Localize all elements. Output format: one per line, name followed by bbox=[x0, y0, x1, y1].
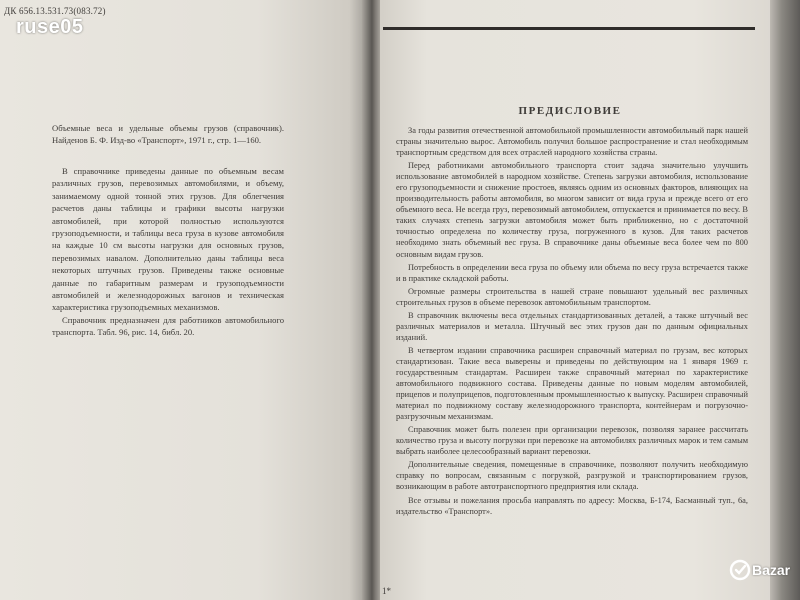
preface-heading: ПРЕДИСЛОВИЕ bbox=[518, 105, 622, 117]
annotation-block bbox=[52, 165, 284, 339]
bazar-watermark bbox=[728, 556, 798, 596]
page-number: 1* bbox=[382, 586, 391, 596]
bazar-logo-text: Bazar bbox=[752, 562, 791, 578]
preface-paragraph: В четвертом издании справочника расширен справочный материал по грузам, вес которых стандартизован. Такие веса выверены и приведены по действующим на 1 января 1969 г. государственным стандартам. Расширен также справочный материал по характеристике автомобильного подвижного состава. Приведены данные по новым моделям автомобилей, прицепов и полуприцепов, подготовленным промышленностью к выпуску. Расширен справочный материал по подвижному составу железнодорожного транспорта, контейнерам и погрузочно-разгрузочным механизмам. bbox=[396, 345, 748, 422]
header-rule bbox=[383, 27, 755, 30]
preface-body bbox=[396, 125, 748, 519]
site-watermark-logo: ruse05 bbox=[16, 16, 84, 38]
preface-paragraph: В справочник включены веса отдельных стандартизованных деталей, а также штучный вес различных материалов и металла. Штучный вес этих грузов дан по данным официальных изданий. bbox=[396, 310, 748, 342]
preface-paragraph: Справочник может быть полезен при организации перевозок, позволяя заранее рассчитать количество груза и высоту погрузки при перевозке на автомобилях различных марок и тем самым выбрать наиболее целесообразный вариант перевозки. bbox=[396, 425, 748, 457]
page-edge-shadow bbox=[770, 0, 800, 600]
udk-code: ДК 656.13.531.73(083.72) bbox=[4, 6, 106, 16]
bibliographic-entry: Объемные веса и удельные объемы грузов (справочник). Найденов Б. Ф. Изд-во «Транспорт», 1971 г., стр. 1—160. bbox=[52, 123, 284, 146]
annotation-paragraph: Справочник предназначен для работников автомобильного транспорта. Табл. 96, рис. 14, библ. 20. bbox=[52, 314, 284, 338]
preface-paragraph: За годы развития отечественной автомобильной промышленности автомобильный парк нашей страны значительно вырос. Автомобиль получил большое распространение и стал необходимым транспортным средством для всех отраслей народного хозяйства страны. bbox=[396, 126, 748, 158]
annotation-paragraph: В справочнике приведены данные по объемным весам различных грузов, перевозимых автомобилями, и объему, занимаемому одной тонной этих грузов. Для облегчения расчетов даны таблицы и графики высоты нагрузки автомобилей, при которой полностью используются грузоподъемности, и таблицы веса груза в кузове автомобиля на каждые 10 см высоты нагрузки для основных грузов, перевозимых навалом. Дополнительно даны таблицы веса некоторых штучных грузов. Приведены также основные данные по габаритным размерам и грузоподъемности автомобилей и железнодорожных вагонов и техническая характеристика грузоподъемных механизмов. bbox=[52, 166, 284, 313]
preface-paragraph: Все отзывы и пожелания просьба направлять по адресу: Москва, Б-174, Басманный туп., 6а, издательство «Транспорт». bbox=[396, 495, 748, 516]
preface-paragraph: Дополнительные сведения, помещенные в справочнике, позволяют получить необходимую справку по вопросам, связанным с погрузкой, разгрузкой и транспортированием грузов, возникающим в работе автотранспортного предприятия или склада. bbox=[396, 460, 748, 492]
bazar-logo-icon bbox=[728, 558, 752, 582]
preface-paragraph: Перед работниками автомобильного транспорта стоит задача значительно улучшить использование автомобилей в народном хозяйстве. Степень загрузки автомобиля, использование его грузоподъемности и снижение простоев, являясь одним из основных факторов, влияющих на производительность работы автомобиля, во многом зависит от вида груза и прежде всего от его объемного веса. Не всегда груз, перевозимый автомобилем, отпускается и принимается по весу. В таких случаях степень загрузки автомобиля может быть приближенно, но с достаточной точностью определена по количеству груза, погруженного в кузов. Для таких расчетов необходимо знать объемный вес груза. В справочнике даны объемные веса более чем по 800 основным видам грузов. bbox=[396, 161, 748, 259]
preface-paragraph: Огромные размеры строительства в нашей стране повышают удельный вес различных строительных грузов в объеме перевозок автомобильным транспортом. bbox=[396, 286, 748, 307]
preface-paragraph: Потребность в определении веса груза по объему или объема по весу груза встречается также и в практике складской работы. bbox=[396, 262, 748, 283]
